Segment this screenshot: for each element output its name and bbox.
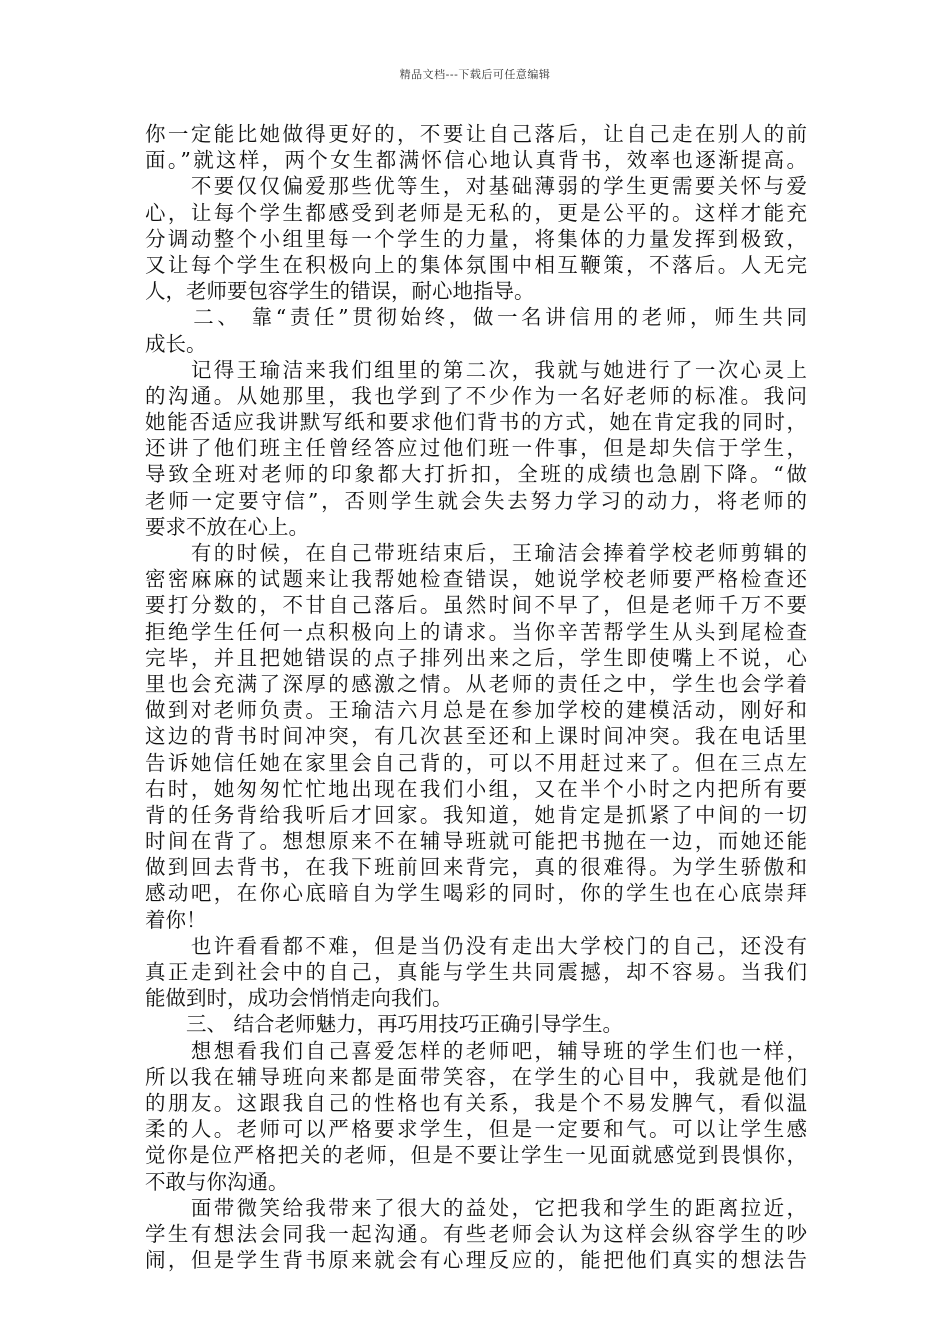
text-line: 又让每个学生在积极向上的集体氛围中相互鞭策，不落后。人无完 xyxy=(145,252,807,277)
text-line: 二、 靠“责任”贯彻始终，做一名讲信用的老师，师生共同 xyxy=(145,305,807,330)
text-line: 记得王瑜洁来我们组里的第二次，我就与她进行了一次心灵上 xyxy=(145,357,807,382)
text-line: 柔的人。老师可以严格要求学生，但是一定要和气。可以让学生感 xyxy=(145,1117,807,1142)
text-line: 感动吧，在你心底暗自为学生喝彩的同时，你的学生也在心底崇拜 xyxy=(145,881,807,906)
text-line: 背的任务背给我听后才回家。我知道，她肯定是抓紧了中间的一切 xyxy=(145,802,807,827)
text-line: 做到回去背书，在我下班前回来背完，真的很难得。为学生骄傲和 xyxy=(145,855,807,880)
text-line: 觉你是位严格把关的老师，但是不要让学生一见面就感觉到畏惧你， xyxy=(145,1143,807,1168)
text-line: 你一定能比她做得更好的，不要让自己落后，让自己走在别人的前 xyxy=(145,122,807,146)
text-line: 心，让每个学生都感受到老师是无私的，更是公平的。这样才能充 xyxy=(145,200,807,225)
text-line: 学生有想法会同我一起沟通。有些老师会认为这样会纵容学生的吵 xyxy=(145,1221,807,1246)
text-line: 也许看看都不难，但是当仍没有走出大学校门的自己，还没有 xyxy=(145,933,807,958)
text-line: 右时，她匆匆忙忙地出现在我们小组，又在半个小时之内把所有要 xyxy=(145,776,807,801)
text-line: 的朋友。这跟我自己的性格也有关系，我是个不易发脾气，看似温 xyxy=(145,1090,807,1115)
text-line: 面带微笑给我带来了很大的益处，它把我和学生的距离拉近， xyxy=(145,1195,807,1220)
text-line: 这边的背书时间冲突，有几次甚至还和上课时间冲突。我在电话里 xyxy=(145,724,807,749)
text-line: 能做到时，成功会悄悄走向我们。 xyxy=(145,986,453,1011)
text-line: 要打分数的，不甘自己落后。虽然时间不早了，但是老师千万不要 xyxy=(145,593,807,618)
text-line: 告诉她信任她在家里会自己背的，可以不用赶过来了。但在三点左 xyxy=(145,750,807,775)
text-line: 里也会充满了深厚的感激之情。从老师的责任之中，学生也会学着 xyxy=(145,671,807,696)
text-line: 人，老师要包容学生的错误，耐心地指导。 xyxy=(145,279,535,304)
text-line: 真正走到社会中的自己，真能与学生共同震撼，却不容易。当我们 xyxy=(145,960,807,984)
text-line: 时间在背了。想想原来不在辅导班就可能把书抛在一边，而她还能 xyxy=(145,829,807,854)
text-line: 完毕，并且把她错误的点子排列出来之后，学生即使嘴上不说，心 xyxy=(145,645,807,670)
text-line: 的沟通。从她那里，我也学到了不少作为一名好老师的标准。我问 xyxy=(145,383,807,408)
page-header: 精品文档---下载后可任意编辑 xyxy=(399,68,551,81)
text-line: 不要仅仅偏爱那些优等生，对基础薄弱的学生更需要关怀与爱 xyxy=(145,174,807,199)
text-line: 做到对老师负责。王瑜洁六月总是在参加学校的建模活动，刚好和 xyxy=(145,698,807,723)
text-line: 闹，但是学生背书原来就会有心理反应的，能把他们真实的想法告 xyxy=(145,1248,807,1273)
text-line: 分调动整个小组里每一个学生的力量，将集体的力量发挥到极致， xyxy=(145,226,807,251)
text-line: 成长。 xyxy=(145,331,207,356)
text-line: 导致全班对老师的印象都大打折扣，全班的成绩也急剧下降。“做 xyxy=(145,462,807,487)
text-line: 拒绝学生任何一点积极向上的请求。当你辛苦帮学生从头到尾检查 xyxy=(145,619,807,644)
text-line: 面。”就这样，两个女生都满怀信心地认真背书，效率也逐渐提高。 xyxy=(145,148,807,173)
text-line: 不敢与你沟通。 xyxy=(145,1169,289,1194)
text-line: 三、 结合老师魅力，再巧用技巧正确引导学生。 xyxy=(145,1012,624,1037)
text-line: 要求不放在心上。 xyxy=(145,514,309,539)
text-line: 想想看我们自己喜爱怎样的老师吧，辅导班的学生们也一样， xyxy=(145,1038,807,1063)
document-body xyxy=(145,121,807,1273)
text-line: 密密麻麻的试题来让我帮她检查错误，她说学校老师要严格检查还 xyxy=(145,567,807,592)
text-line: 着你！ xyxy=(145,907,207,932)
text-line: 还讲了他们班主任曾经答应过他们班一件事，但是却失信于学生， xyxy=(145,436,807,461)
text-line: 有的时候，在自己带班结束后，王瑜洁会捧着学校老师剪辑的 xyxy=(145,541,807,565)
text-line: 老师一定要守信”，否则学生就会失去努力学习的动力，将老师的 xyxy=(145,488,807,513)
text-line: 她能否适应我讲默写纸和要求他们背书的方式，她在肯定我的同时， xyxy=(145,410,807,435)
text-line: 所以我在辅导班向来都是面带笑容，在学生的心目中，我就是他们 xyxy=(145,1064,807,1089)
